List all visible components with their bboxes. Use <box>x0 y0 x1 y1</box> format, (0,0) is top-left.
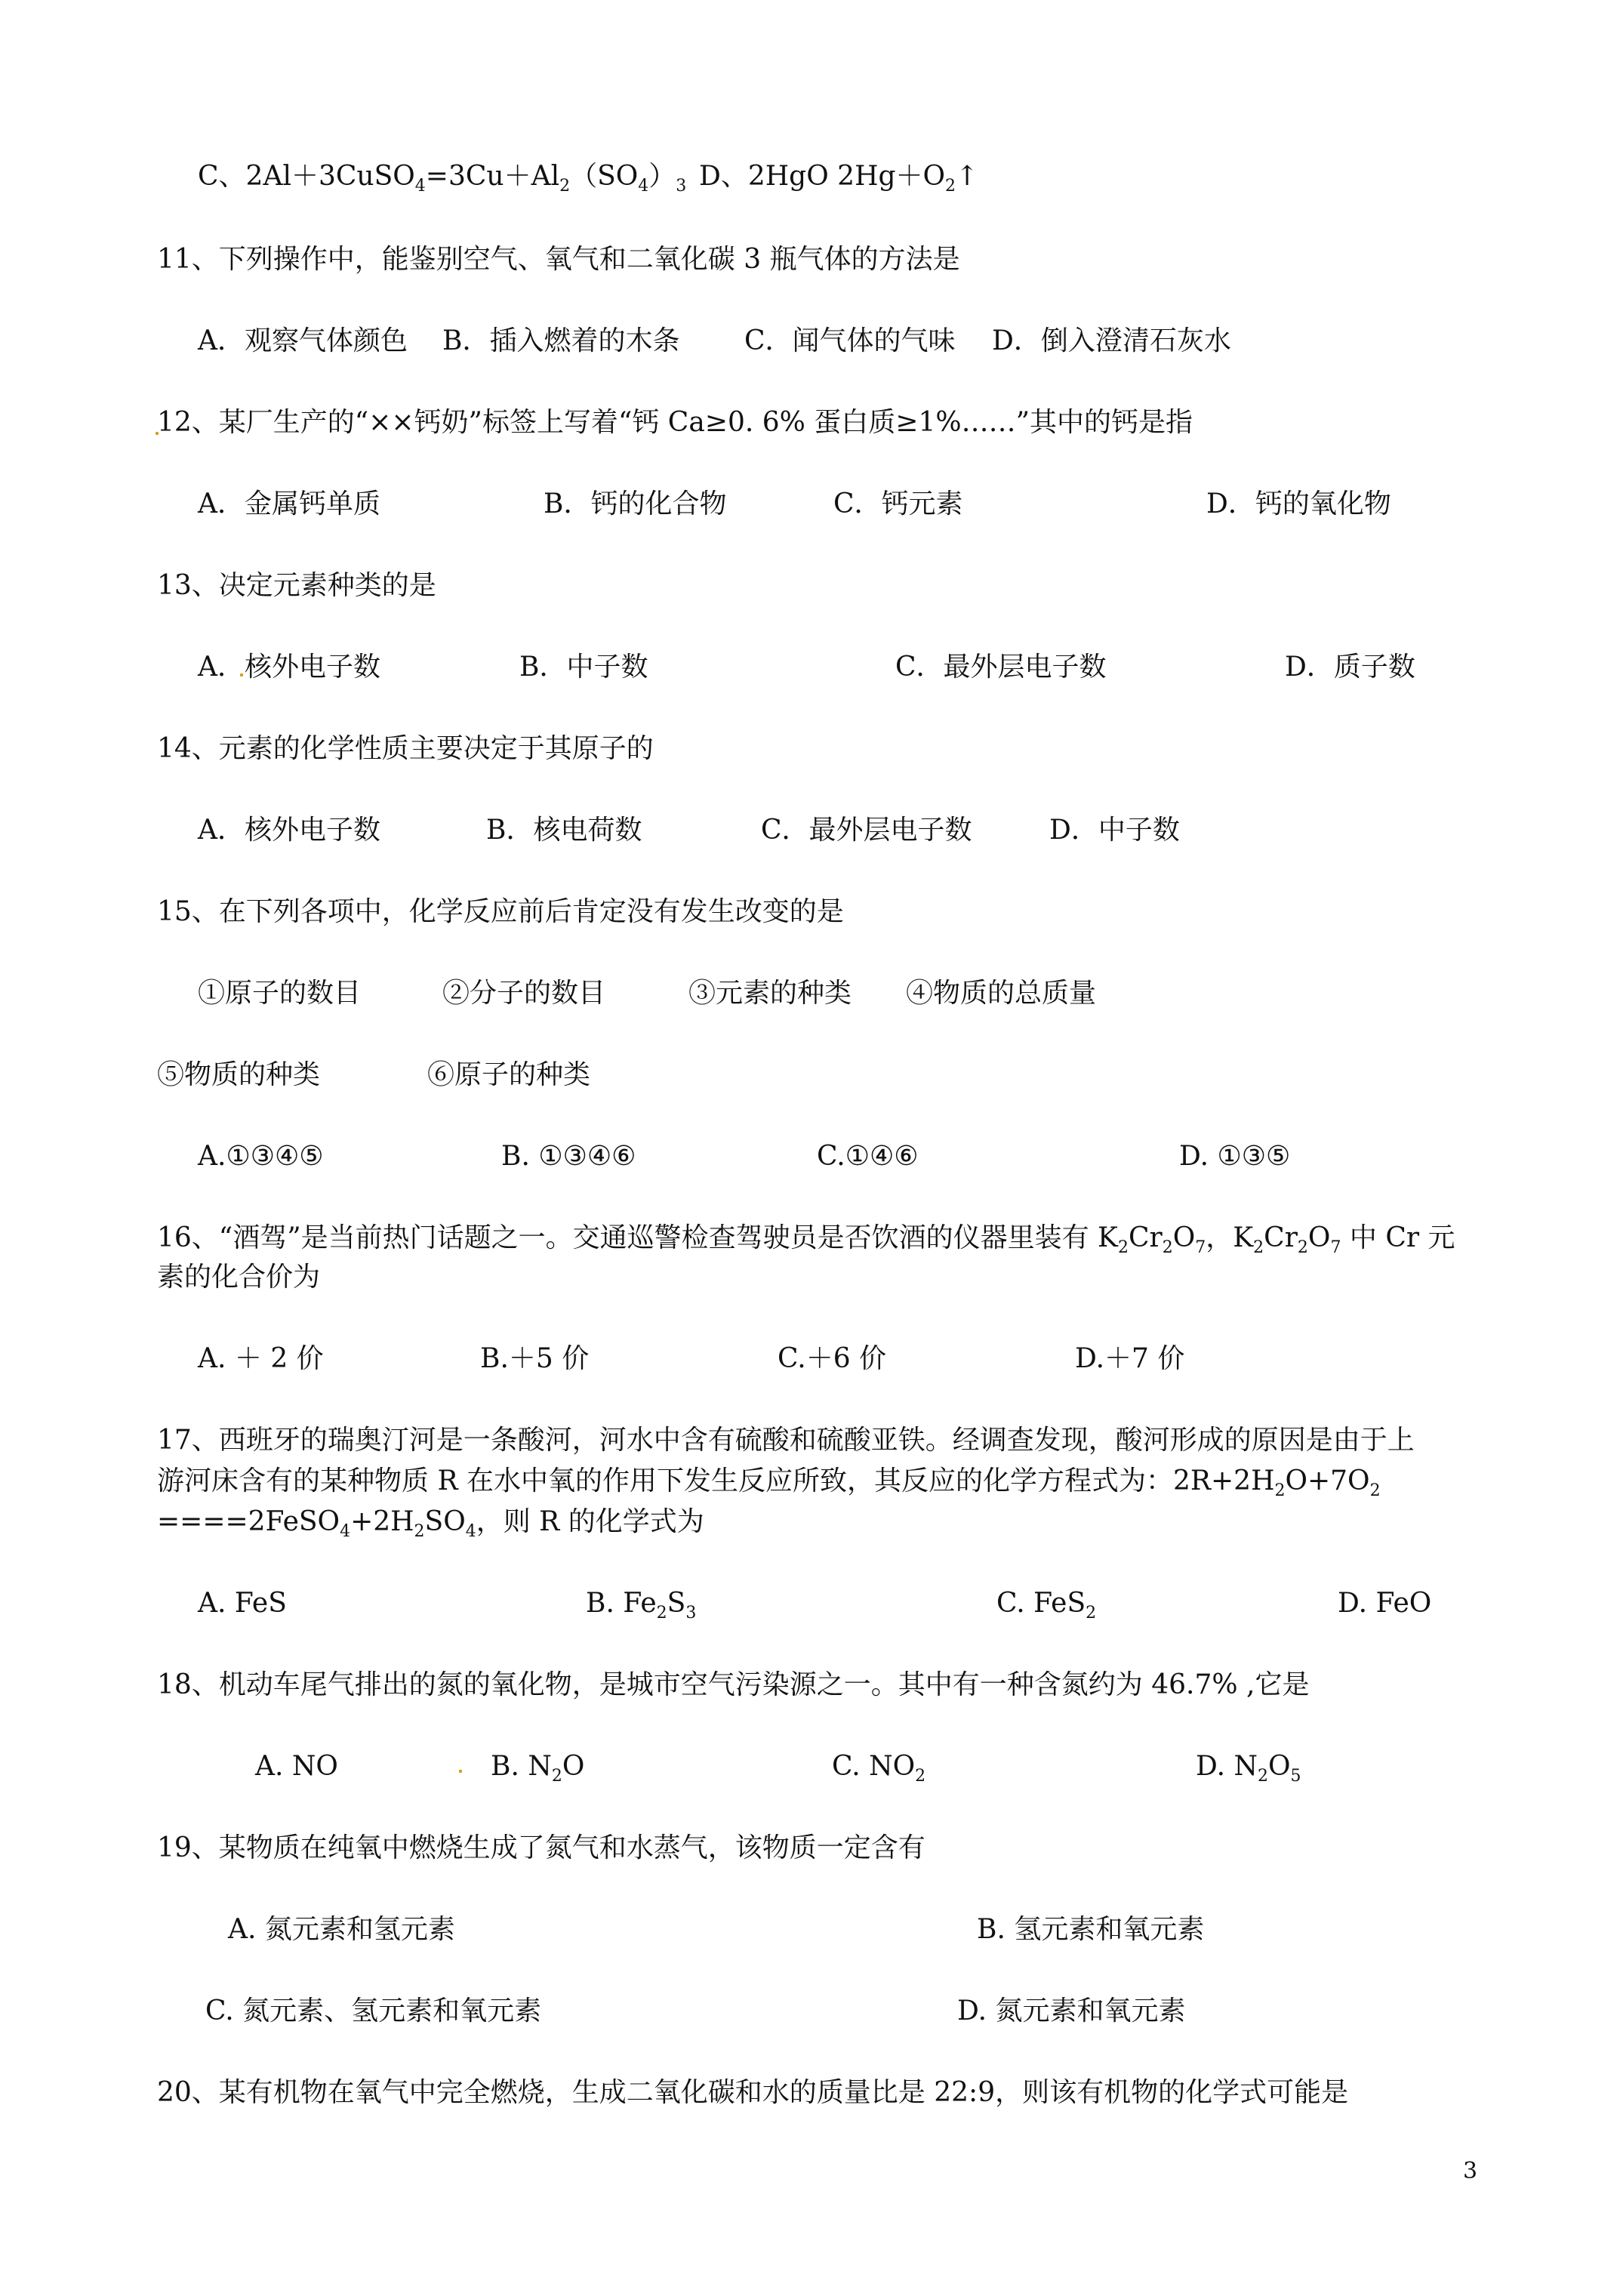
q12-option-c: C．钙元素 <box>833 488 963 519</box>
q19-stem: 19、某物质在纯氧中燃烧生成了氮气和水蒸气，该物质一定含有 <box>157 1832 925 1863</box>
q12-option-d: D．钙的氧化物 <box>1206 488 1391 519</box>
q15-item-5: ⑤物质的种类 <box>157 1059 321 1090</box>
q18-option-c: C. $NO_2$ <box>832 1751 926 1786</box>
q18-option-b: B. $N_2O$ <box>491 1751 585 1786</box>
q11-option-a: A．观察气体颜色 <box>198 325 408 356</box>
yellow-mark-icon <box>459 1770 462 1773</box>
q12-option-b: B．钙的化合物 <box>544 488 727 519</box>
page-number: 3 <box>1463 2158 1478 2184</box>
q11-stem: 11、下列操作中，能鉴别空气、氧气和二氧化碳 3 瓶气体的方法是 <box>157 244 960 275</box>
q16-option-c: C.＋6 价 <box>778 1343 887 1374</box>
q15-option-b: B. ①③④⑥ <box>501 1141 636 1172</box>
q16-option-d: D.＋7 价 <box>1075 1343 1185 1374</box>
q16-stem-line-1: 16、“酒驾”是当前热门话题之一。交通巡警检查驾驶员是否饮酒的仪器里装有 $K_2Cr_2O_7$，$K_2Cr_2O_7$ 中 Cr 元 <box>157 1222 1455 1257</box>
q13-option-d: D．质子数 <box>1285 652 1415 683</box>
q11-option-c: C．闻气体的气味 <box>744 325 956 356</box>
q16-stem-line-2: 素的化合价为 <box>157 1262 321 1293</box>
q17-option-c: C. FeS$_2$ <box>996 1588 1097 1623</box>
q10-option-d: D、2HgO $2Hg+O_2↑$ <box>699 161 979 196</box>
q18-option-a: A. NO <box>255 1751 338 1782</box>
q19-option-d: D. 氮元素和氧元素 <box>957 1996 1186 2026</box>
q10-option-c: C、$2Al+3CuSO_4=3Cu+Al_2(SO_4)_3$ <box>198 161 687 196</box>
q12-stem: 12、某厂生产的“××钙奶”标签上写着“钙 Ca≥0. 6% 蛋白质≥1%……”其中的钙是指 <box>157 407 1193 438</box>
q15-item-1: ①原子的数目 <box>198 978 362 1009</box>
q17-stem-line-3: $====2FeSO_4+2H_2SO_4$，则 R 的化学式为 <box>157 1506 704 1541</box>
q15-item-3: ③元素的种类 <box>688 978 852 1009</box>
q17-option-b: B. $Fe_2S_3$ <box>586 1588 697 1623</box>
q19-option-c: C. 氮元素、氢元素和氧元素 <box>205 1996 542 2026</box>
q15-item-2: ②分子的数目 <box>442 978 606 1009</box>
q18-option-d: D. $N_2O_5$ <box>1196 1751 1301 1786</box>
q14-option-d: D．中子数 <box>1049 815 1180 846</box>
q13-option-b: B．中子数 <box>519 652 648 683</box>
q14-option-c: C．最外层电子数 <box>761 815 972 846</box>
q16-option-a: A. ＋ 2 价 <box>198 1343 324 1374</box>
q13-stem: 13、决定元素种类的是 <box>157 570 436 601</box>
q16-option-b: B.＋5 价 <box>480 1343 590 1374</box>
q15-option-a: A.①③④⑤ <box>198 1141 324 1172</box>
q18-stem: 18、机动车尾气排出的氮的氧化物，是城市空气污染源之一。其中有一种含氮约为 46.7% ,它是 <box>157 1669 1310 1700</box>
q15-item-4: ④物质的总质量 <box>906 978 1097 1009</box>
q15-item-6: ⑥原子的种类 <box>427 1059 591 1090</box>
q17-stem-line-2: 游河床含有的某种物质 R 在水中氧的作用下发生反应所致，其反应的化学方程式为：$2R+2H_2O+7O_2$ <box>157 1465 1381 1500</box>
q13-option-a: A．核外电子数 <box>198 652 380 683</box>
q17-option-a: A. FeS <box>198 1588 287 1619</box>
q13-option-c: C．最外层电子数 <box>895 652 1107 683</box>
q19-option-a: A. 氮元素和氢元素 <box>228 1914 455 1945</box>
q12-option-a: A．金属钙单质 <box>198 488 380 519</box>
q15-option-d: D. ①③⑤ <box>1179 1141 1291 1172</box>
q15-option-c: C.①④⑥ <box>817 1141 919 1172</box>
q15-stem: 15、在下列各项中，化学反应前后肯定没有发生改变的是 <box>157 896 844 927</box>
q14-stem: 14、元素的化学性质主要决定于其原子的 <box>157 733 654 764</box>
q17-stem-line-1: 17、西班牙的瑞奥汀河是一条酸河，河水中含有硫酸和硫酸亚铁。经调查发现，酸河形成的原因是由于上 <box>157 1425 1415 1456</box>
q14-option-b: B．核电荷数 <box>486 815 642 846</box>
q11-option-b: B．插入燃着的木条 <box>442 325 680 356</box>
q19-option-b: B. 氢元素和氧元素 <box>977 1914 1205 1945</box>
q17-option-d: D. FeO <box>1338 1588 1432 1619</box>
q20-stem: 20、某有机物在氧气中完全燃烧，生成二氧化碳和水的质量比是 22:9，则该有机物的化学式可能是 <box>157 2077 1349 2108</box>
q11-option-d: D．倒入澄清石灰水 <box>992 325 1231 356</box>
q14-option-a: A．核外电子数 <box>198 815 380 846</box>
